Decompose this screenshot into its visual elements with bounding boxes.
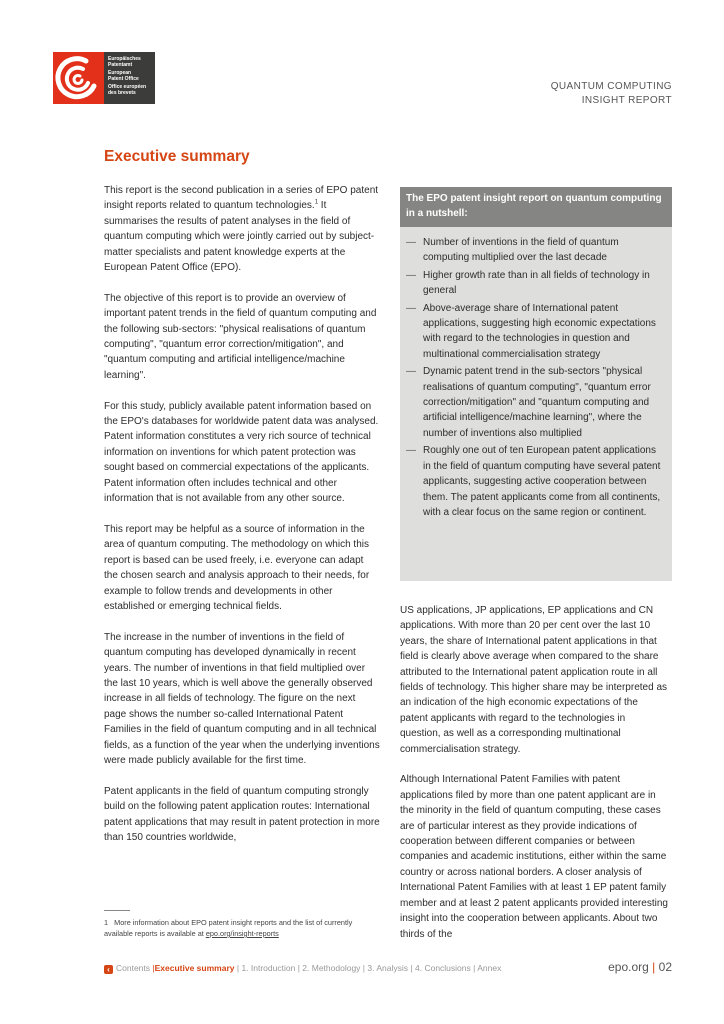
logo-line: Europäisches — [108, 56, 141, 62]
left-column — [104, 183, 380, 861]
right-column — [400, 603, 668, 957]
nutshell-list — [400, 235, 672, 520]
page-number — [608, 960, 672, 974]
paragraph-text: It summarises the results of patent analyses in the field of quantum computing which were jointly carried out by subject-matter specialists and patent knowledge experts at the European Patent Office (EPO). — [104, 200, 375, 274]
paragraph — [104, 183, 380, 275]
logo-line: Patentamt — [108, 61, 133, 68]
nav-introduction[interactable]: 1. Introduction — [241, 963, 296, 973]
nutshell-box-title: The EPO patent insight report on quantum computing in a nutshell: — [400, 187, 672, 227]
nav-separator: | — [473, 963, 476, 973]
paragraph: Although International Patent Families with patent applications filed by more than one patent applicant are in the minority in the field of quantum computing, these cases are of particular interest as they provide indications of cooperation between different companies or between companies and academic institutions, either within the same country or across national borders. A closer analysis of International Patent Families with at least 1 EP patent family member and at least 2 patent applicants provided interesting insight into the cooperation between applicants. About two thirds of the — [400, 774, 668, 940]
footer-nav — [104, 963, 501, 974]
dash-icon: — — [406, 302, 416, 314]
list-item-text: Above-average share of International patent applications, suggesting high economic expectations with regard to the technologies in question and multinational commercialisation strategy — [423, 302, 656, 360]
dash-icon: — — [406, 237, 416, 248]
report-title-line1: QUANTUM COMPUTING — [550, 81, 672, 92]
paragraph: For this study, publicly available patent information based on the EPO's databases for worldwide patent data was analysed. Patent information constitutes a very rich source of technical information on inventions for which patent protection was sought based on commercial expectations of the applicants. Patent information often includes technical and other information that is not available from any other source. — [104, 400, 379, 505]
paragraph: The increase in the number of inventions in the field of quantum computing has developed dynamically in recent years. The number of inventions in that field multiplied over the last 10 years, which is well above the generally observed increase in all fields of technology. The figure on the next page shows the number so-called International Patent Families in the field of quantum computing and in all technical fields, as a function of the year when the underlying inventions were made publicly available for the first time. — [104, 631, 380, 766]
nav-contents[interactable]: Contents — [116, 963, 151, 973]
list-item-text: Roughly one out of ten European patent applications in the field of quantum computing have several patent applicants, suggesting active cooperation between them. The patent applicants come from all continents, with a clear focus on the same region or continent. — [423, 445, 661, 518]
nutshell-box — [400, 187, 672, 581]
epo-logo-mark-icon — [53, 52, 104, 104]
chevron-left-icon[interactable]: ‹ — [104, 965, 113, 974]
dash-icon: — — [406, 269, 416, 281]
paragraph: The objective of this report is to provide an overview of important patent trends in the field of quantum computing and the following sub-sectors: "physical realisations of quantum computing", "quantum error correction/mitigation", and "quantum computing and artificial intelligence/machine learning". — [104, 292, 377, 381]
logo-line: European — [108, 70, 132, 77]
nav-separator: | — [410, 963, 413, 973]
nav-methodology[interactable]: 2. Methodology — [302, 963, 361, 973]
site-link[interactable]: epo.org — [608, 960, 649, 974]
list-item-text: Dynamic patent trend in the sub-sectors "physical realisations of quantum computing", "quantum error correction/mitigation" and "quantum computing and artificial intelligence/machine learning", where the number of inventions also multiplied — [423, 366, 651, 439]
report-title-line2: INSIGHT REPORT — [581, 95, 672, 106]
logo-line: Office européen — [108, 84, 147, 91]
footnote-link[interactable]: epo.org/insight-reports — [205, 929, 279, 938]
list-item — [406, 301, 664, 363]
nav-conclusions[interactable]: 4. Conclusions — [415, 963, 471, 973]
footnote-text: More information about EPO patent insight reports and the list of currently available reports is available at — [104, 918, 353, 938]
nav-separator: | — [297, 963, 300, 973]
paragraph: US applications, JP applications, EP applications and CN applications. With more than 20 per cent over the last 10 years, the share of International patent applications in that field is clearly above average when compared to the share attributed to the International patent application route in all fields of technology. This higher share may be interpreted as an indication of the high economic expectations of the patent applicants with regard to the technologies in question, as well as a corresponding multinational commercialisation strategy. — [400, 605, 668, 755]
nav-separator: | — [236, 963, 240, 973]
page-number-value: 02 — [658, 960, 672, 974]
nav-executive-summary[interactable]: Executive summary — [154, 963, 235, 973]
footnote — [104, 917, 364, 939]
dash-icon: — — [406, 445, 416, 457]
paragraph: Patent applicants in the field of quantum computing strongly build on the following patent application routes: International patent applications that may result in patent protection in more than 150 countries worldwide, — [104, 785, 380, 843]
list-item — [406, 268, 664, 299]
footnote-ref[interactable]: 1 — [314, 200, 319, 207]
logo-text — [108, 57, 146, 97]
logo-line: des brevets — [108, 89, 136, 96]
paragraph-text: This report is the second publication in a series of EPO patent insight reports related to quantum technologies. — [104, 185, 379, 212]
footnote-divider — [104, 910, 130, 911]
list-item-text: Higher growth rate than in all fields of technology in general — [423, 269, 650, 297]
nav-separator: | — [362, 963, 366, 973]
nav-analysis[interactable]: 3. Analysis — [367, 963, 409, 973]
dash-icon: — — [406, 366, 416, 378]
list-item-text: Number of inventions in the field of quantum computing multiplied over the last decade — [423, 237, 619, 264]
page-separator: | — [652, 960, 656, 974]
epo-logo — [53, 52, 155, 104]
nav-annex[interactable]: Annex — [477, 963, 502, 973]
list-item — [406, 364, 664, 441]
paragraph: This report may be helpful as a source of information in the area of quantum computing. The methodology on which this report is based can be used freely, i.e. everyone can adapt the chosen search and analysis approach to their needs, for example to follow trends and developments in other established or emerging technical fields. — [104, 523, 370, 612]
section-title: Executive summary — [104, 148, 250, 165]
logo-line: Patent Office — [108, 75, 139, 82]
list-item — [406, 235, 664, 266]
report-title — [551, 80, 672, 108]
list-item — [406, 443, 664, 520]
footnote-number: 1 — [104, 918, 109, 927]
nav-separator: | — [152, 963, 155, 973]
